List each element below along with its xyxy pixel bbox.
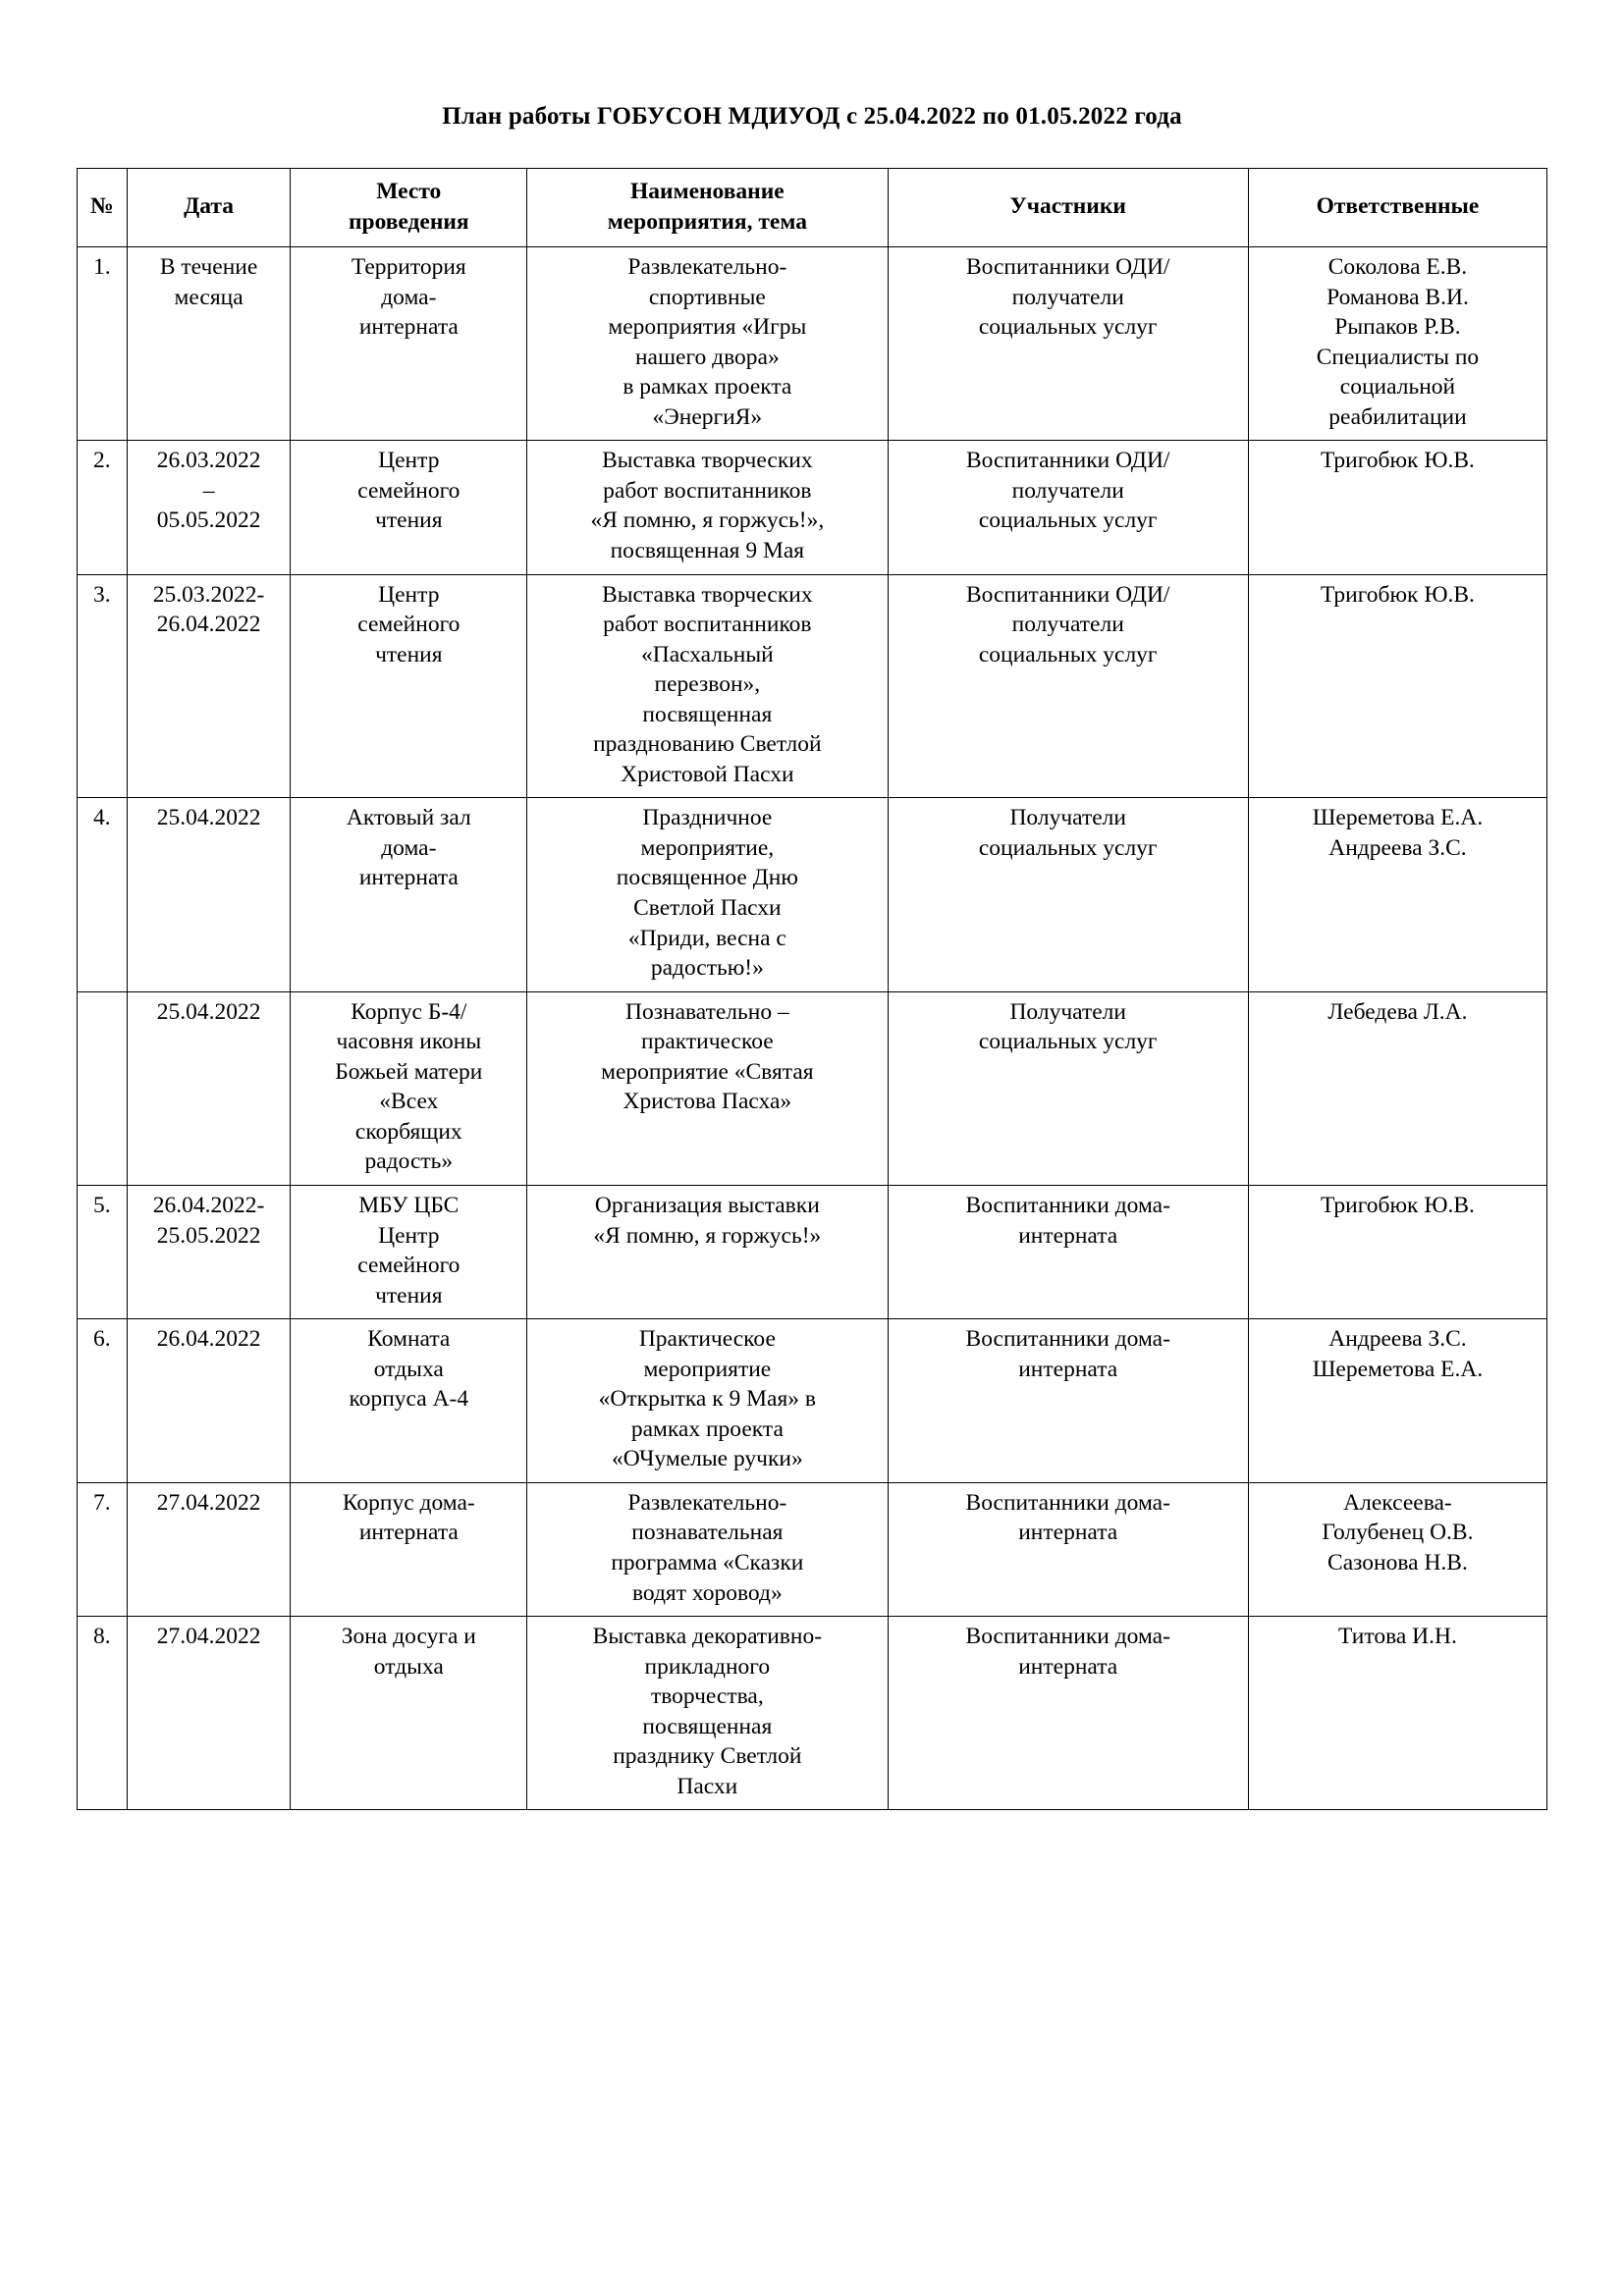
- cell-date: В течение месяца: [127, 247, 291, 441]
- table-row: [78, 798, 1547, 991]
- cell-responsible: Алексеева- Голубенец О.В. Сазонова Н.В.: [1248, 1482, 1546, 1616]
- cell-participants: Воспитанники ОДИ/ получатели социальных услуг: [888, 574, 1248, 798]
- cell-place: Комната отдыха корпуса А-4: [291, 1319, 527, 1483]
- column-header-date: Дата: [127, 169, 291, 247]
- cell-date: 25.04.2022: [127, 991, 291, 1185]
- cell-participants: Воспитанники ОДИ/ получатели социальных услуг: [888, 441, 1248, 574]
- cell-event: Выставка творческих работ воспитанников «Пасхальный перезвон», посвященная празднованию Светлой Христовой Пасхи: [527, 574, 888, 798]
- table-header-row: [78, 169, 1547, 247]
- column-header-number: №: [78, 169, 128, 247]
- cell-responsible: Тригобюк Ю.В.: [1248, 574, 1546, 798]
- cell-date: 27.04.2022: [127, 1617, 291, 1810]
- cell-place: Актовый зал дома- интерната: [291, 798, 527, 991]
- cell-responsible: Соколова Е.В. Романова В.И. Рыпаков Р.В. Специалисты по социальной реабилитации: [1248, 247, 1546, 441]
- cell-responsible: Лебедева Л.А.: [1248, 991, 1546, 1185]
- plan-table: [77, 168, 1547, 1810]
- cell-date: 26.04.2022: [127, 1319, 291, 1483]
- cell-place: Корпус Б-4/ часовня иконы Божьей матери «Всех скорбящих радость»: [291, 991, 527, 1185]
- cell-participants: Воспитанники дома- интерната: [888, 1185, 1248, 1318]
- cell-number: 2.: [78, 441, 128, 574]
- cell-event: Выставка творческих работ воспитанников «Я помню, я горжусь!», посвященная 9 Мая: [527, 441, 888, 574]
- cell-number: 7.: [78, 1482, 128, 1616]
- table-body: [78, 247, 1547, 1810]
- table-row: [78, 1319, 1547, 1483]
- cell-number: 4.: [78, 798, 128, 991]
- cell-responsible: Андреева З.С. Шереметова Е.А.: [1248, 1319, 1546, 1483]
- cell-place: Центр семейного чтения: [291, 441, 527, 574]
- cell-event: Организация выставки «Я помню, я горжусь!»: [527, 1185, 888, 1318]
- cell-number: 3.: [78, 574, 128, 798]
- cell-place: Корпус дома- интерната: [291, 1482, 527, 1616]
- cell-place: Зона досуга и отдыха: [291, 1617, 527, 1810]
- cell-responsible: Титова И.Н.: [1248, 1617, 1546, 1810]
- cell-event: Праздничное мероприятие, посвященное Дню Светлой Пасхи «Приди, весна с радостью!»: [527, 798, 888, 991]
- cell-event: Выставка декоративно- прикладного творчества, посвященная празднику Светлой Пасхи: [527, 1617, 888, 1810]
- cell-number: 8.: [78, 1617, 128, 1810]
- cell-number: 5.: [78, 1185, 128, 1318]
- cell-date: 25.04.2022: [127, 798, 291, 991]
- column-header-place: Место проведения: [291, 169, 527, 247]
- page-title: План работы ГОБУСОН МДИУОД с 25.04.2022 по 01.05.2022 года: [442, 103, 1182, 130]
- cell-participants: Воспитанники дома- интерната: [888, 1482, 1248, 1616]
- cell-event: Развлекательно- спортивные мероприятия «Игры нашего двора» в рамках проекта «ЭнергиЯ»: [527, 247, 888, 441]
- cell-date: 25.03.2022- 26.04.2022: [127, 574, 291, 798]
- table-row: [78, 247, 1547, 441]
- table-row: [78, 991, 1547, 1185]
- cell-place: Центр семейного чтения: [291, 574, 527, 798]
- cell-participants: Воспитанники дома- интерната: [888, 1319, 1248, 1483]
- table-row: [78, 1482, 1547, 1616]
- cell-number: 6.: [78, 1319, 128, 1483]
- cell-responsible: Тригобюк Ю.В.: [1248, 1185, 1546, 1318]
- table-row: [78, 1185, 1547, 1318]
- table-row: [78, 441, 1547, 574]
- cell-number: 1.: [78, 247, 128, 441]
- cell-responsible: Тригобюк Ю.В.: [1248, 441, 1546, 574]
- cell-participants: Получатели социальных услуг: [888, 991, 1248, 1185]
- column-header-event: Наименование мероприятия, тема: [527, 169, 888, 247]
- cell-participants: Воспитанники ОДИ/ получатели социальных услуг: [888, 247, 1248, 441]
- cell-participants: Воспитанники дома- интерната: [888, 1617, 1248, 1810]
- cell-event: Развлекательно- познавательная программа «Сказки водят хоровод»: [527, 1482, 888, 1616]
- cell-date: 27.04.2022: [127, 1482, 291, 1616]
- cell-place: МБУ ЦБС Центр семейного чтения: [291, 1185, 527, 1318]
- column-header-responsible: Ответственные: [1248, 169, 1546, 247]
- cell-event: Познавательно – практическое мероприятие «Святая Христова Пасха»: [527, 991, 888, 1185]
- cell-responsible: Шереметова Е.А. Андреева З.С.: [1248, 798, 1546, 991]
- table-row: [78, 1617, 1547, 1810]
- cell-date: 26.03.2022 – 05.05.2022: [127, 441, 291, 574]
- column-header-participants: Участники: [888, 169, 1248, 247]
- cell-participants: Получатели социальных услуг: [888, 798, 1248, 991]
- cell-place: Территория дома- интерната: [291, 247, 527, 441]
- cell-event: Практическое мероприятие «Открытка к 9 Мая» в рамках проекта «ОЧумелые ручки»: [527, 1319, 888, 1483]
- cell-number: [78, 991, 128, 1185]
- table-row: [78, 574, 1547, 798]
- cell-date: 26.04.2022- 25.05.2022: [127, 1185, 291, 1318]
